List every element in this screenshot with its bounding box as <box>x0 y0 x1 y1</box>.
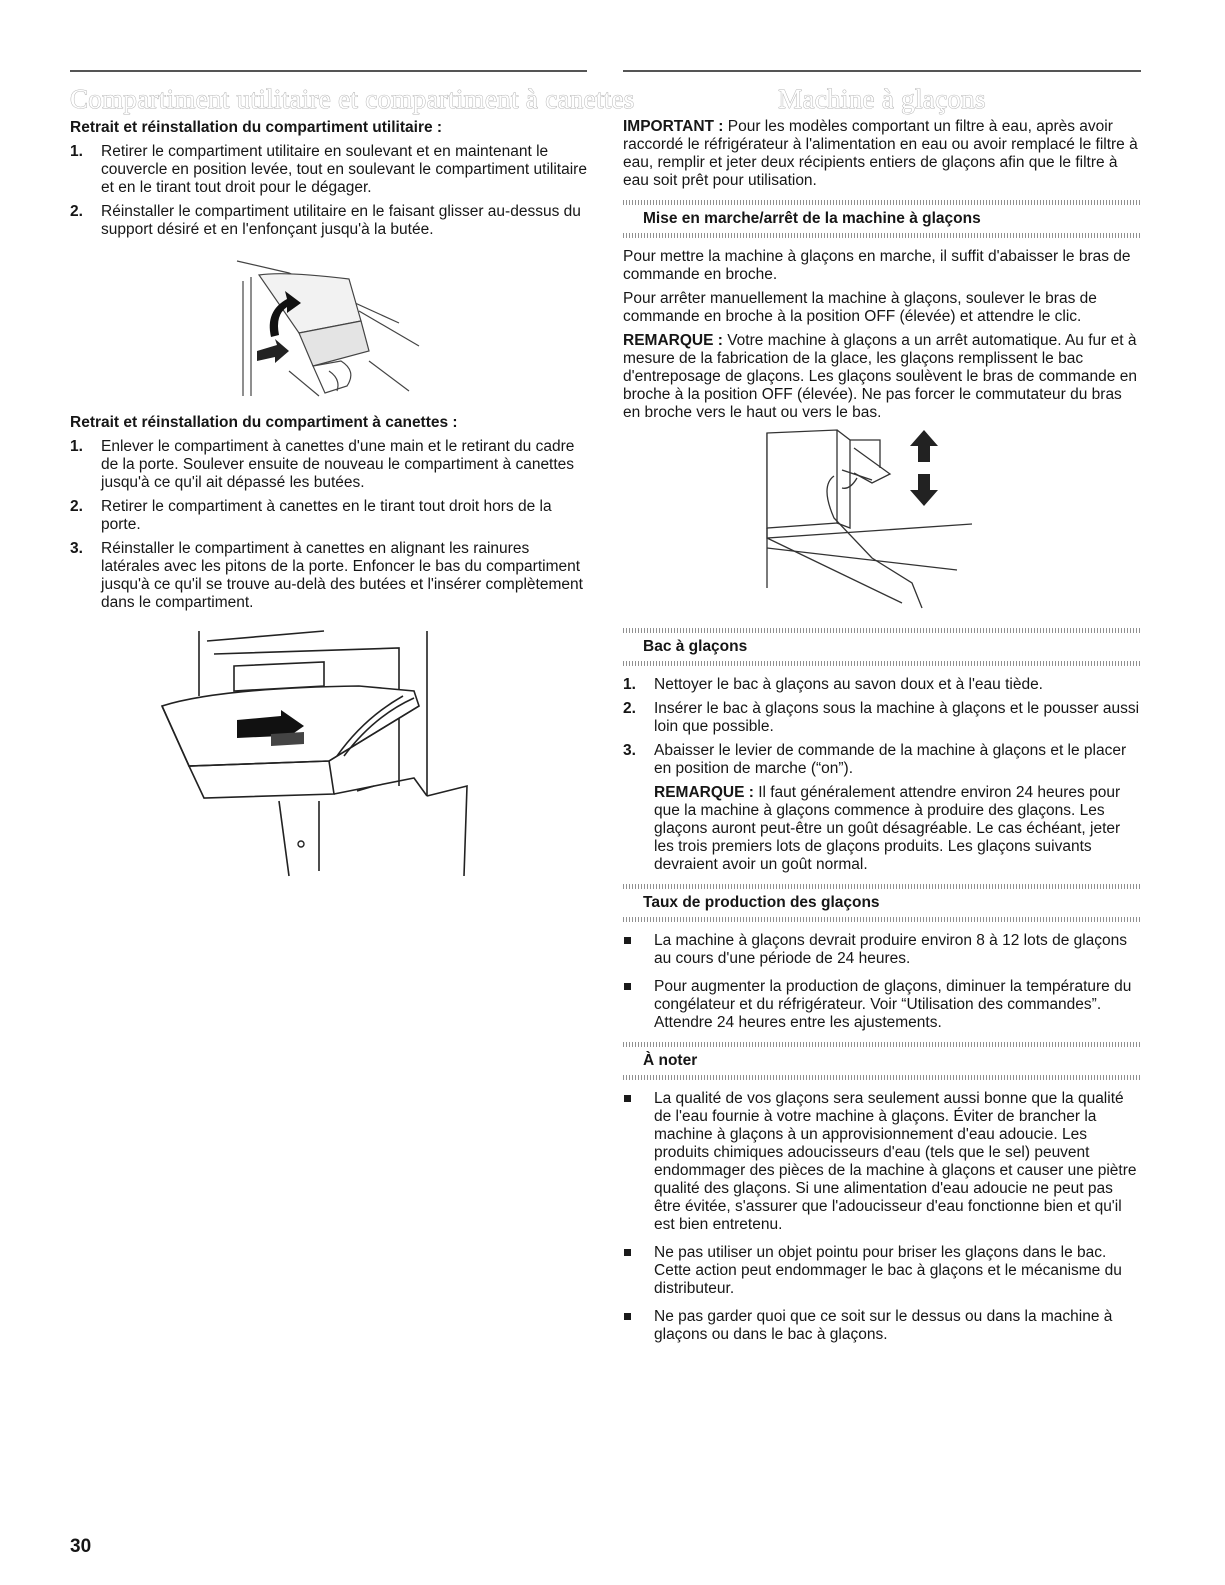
onoff-title: Mise en marche/arrêt de la machine à glaçons <box>643 210 981 227</box>
section-title-icemaker: Machine à glaçons <box>778 84 986 114</box>
bullet-square-icon <box>624 983 631 990</box>
note-bullets <box>623 1090 1141 1344</box>
section-rule <box>623 70 1141 72</box>
page-number: 30 <box>70 1536 92 1557</box>
list-item: La qualité de vos glaçons sera seulement aussi bonne que la qualité de l'eau fournie à votre machine à glaçons. Éviter de brancher la machine à glaçons à un approvisionnement d'eau adoucie. Les produits chimiques adoucisseurs d'eau (tels que le sel) peuvent endommager des pièces de la machine à glaçons et causer une piètre qualité des glaçons. Si une alimentation d'eau adoucie ne peut pas être évitée, s'assurer que l'adoucisseur d'eau fonctionne bien et qu'il est bien entretenu. <box>623 1090 1141 1234</box>
rate-heading <box>623 884 1141 922</box>
divider <box>623 233 1141 238</box>
divider <box>623 917 1141 922</box>
note-heading <box>623 1042 1141 1080</box>
bullet-square-icon <box>624 937 631 944</box>
bin-remark: REMARQUE : Il faut généralement attendre environ 24 heures pour que la machine à glaçons commence à produire des glaçons. Les glaçons auront peut-être un goût désagréable. Le cas échéant, jeter les trois premiers lots de glaçons produits. Les glaçons suivants devraient avoir un goût normal. <box>654 784 1121 873</box>
list-item: 1. Retirer le compartiment utilitaire en soulevant et en maintenant le couvercle en position levée, tout en soulevant le compartiment utilitaire et en le tirant tout droit pour le dégager. <box>70 143 587 196</box>
list-item: 3. Réinstaller le compartiment à canettes en alignant les rainures latérales avec les pitons de la porte. Enfoncer le bas du compartiment jusqu'à ce qu'il se trouve au-delà des butées et l'insérer complètement dans le compartiment. <box>70 540 583 611</box>
list-item: 2. Insérer le bac à glaçons sous la machine à glaçons et le pousser aussi loin que possible. <box>623 700 1140 735</box>
onoff-heading <box>623 200 1141 238</box>
section-rule <box>70 70 587 72</box>
list-item: Pour augmenter la production de glaçons, diminuer la température du congélateur et du réfrigérateur. Voir “Utilisation des commandes”. Attendre 24 heures entre les ajustements. <box>623 978 1141 1032</box>
utility-compartment-illustration <box>229 251 429 401</box>
ice-maker-arm-illustration <box>762 428 1002 618</box>
list-item: 2. Réinstaller le compartiment utilitaire en le faisant glisser au-dessus du support désiré et en l'enfonçant jusqu'à la butée. <box>70 203 581 238</box>
list-item: 3. Abaisser le levier de commande de la machine à glaçons et le placer en position de marche (“on”). REMARQUE : Il faut généralement attendre environ 24 heures pour que la machine à glaçons commence à produire des glaçons. Les glaçons auront peut-être un goût désagréable. Le cas échéant, jeter les trois premiers lots de glaçons produits. Les glaçons suivants devraient avoir un goût normal. <box>623 742 1141 874</box>
bullet-square-icon <box>624 1249 631 1256</box>
right-column <box>623 70 1141 1354</box>
section-title-utility: Compartiment utilitaire et compartiment à canettes <box>70 84 635 114</box>
divider <box>623 1075 1141 1080</box>
bullet-square-icon <box>624 1095 631 1102</box>
bin-heading <box>623 628 1141 666</box>
note-title: À noter <box>643 1052 698 1069</box>
important-paragraph: IMPORTANT : Pour les modèles comportant un filtre à eau, après avoir raccordé le réfrigérateur à l'alimentation en eau ou avoir remplacé le filtre à eau, remplir et jeter deux récipients entiers de glaçons afin que le filtre à eau soit prêt pour utilisation. <box>623 118 1138 189</box>
bin-steps <box>623 676 1141 874</box>
utility-steps <box>70 143 587 239</box>
bullet-square-icon <box>624 1313 631 1320</box>
can-heading: Retrait et réinstallation du compartiment à canettes : <box>70 414 458 431</box>
onoff-paragraph-2: Pour arrêter manuellement la machine à glaçons, soulever le bras de commande en broche à la position OFF (élevée) et attendre le clic. <box>623 290 1097 325</box>
divider <box>623 661 1141 666</box>
onoff-remark: REMARQUE : Votre machine à glaçons a un arrêt automatique. Au fur et à mesure de la fabrication de la glace, les glaçons remplissent le bac d'entreposage de glaçons. Les glaçons soulèvent le bras de commande en broche à la position OFF (élevée). Ne pas forcer le commutateur du bras en broche vers le haut ou vers le bas. <box>623 332 1137 421</box>
rate-title: Taux de production des glaçons <box>643 894 880 911</box>
list-item: Ne pas garder quoi que ce soit sur le dessus ou dans la machine à glaçons ou dans le bac à glaçons. <box>623 1308 1141 1344</box>
left-column <box>70 70 635 881</box>
list-item: 1. Enlever le compartiment à canettes d'une main et le retirant du cadre de la porte. Soulever ensuite de nouveau le compartiment à canettes jusqu'à ce qu'il ait dépassé les butées. <box>70 438 575 491</box>
can-compartment-illustration <box>159 626 499 881</box>
bin-title: Bac à glaçons <box>643 638 748 655</box>
list-item: La machine à glaçons devrait produire environ 8 à 12 lots de glaçons au cours d'une période de 24 heures. <box>623 932 1141 968</box>
list-item: 2. Retirer le compartiment à canettes en le tirant tout droit hors de la porte. <box>70 498 552 533</box>
utility-heading: Retrait et réinstallation du compartiment utilitaire : <box>70 119 443 136</box>
onoff-paragraph-1: Pour mettre la machine à glaçons en marche, il suffit d'abaisser le bras de commande en broche. <box>623 248 1131 283</box>
list-item: Ne pas utiliser un objet pointu pour briser les glaçons dans le bac. Cette action peut endommager le bac à glaçons et le mécanisme du distributeur. <box>623 1244 1141 1298</box>
can-steps <box>70 438 587 612</box>
rate-bullets <box>623 932 1141 1032</box>
list-item: 1. Nettoyer le bac à glaçons au savon doux et à l'eau tiède. <box>623 676 1043 693</box>
